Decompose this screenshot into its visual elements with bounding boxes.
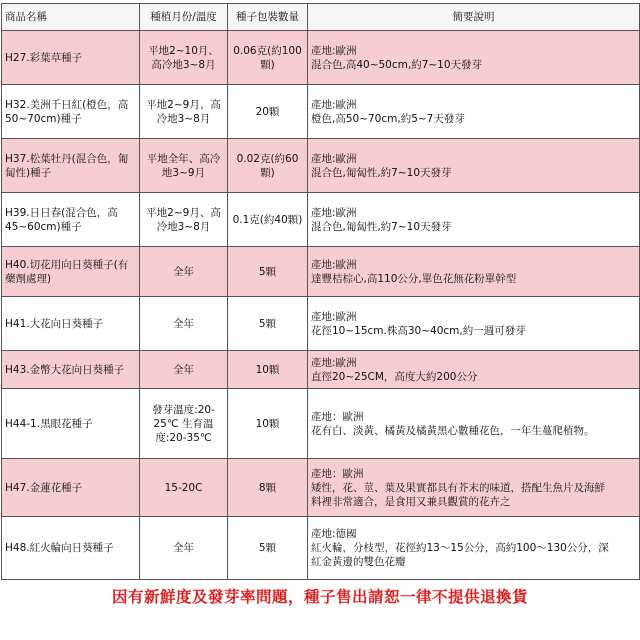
header-product-name: 商品名稱 <box>2 4 140 31</box>
description-line: 產地:歐洲 <box>311 98 357 111</box>
planting-month-cell: 發芽溫度:20-25℃ 生育溫度:20-35℃ <box>140 389 228 459</box>
description-line: 產地：歐洲 <box>311 410 364 423</box>
description-line: 達豐桔棕心,高110公分,單色花無花粉單幹型 <box>311 272 517 285</box>
table-row <box>2 193 640 247</box>
package-quantity-cell: 20顆 <box>228 85 308 139</box>
description-cell <box>308 31 640 85</box>
table-row <box>2 389 640 459</box>
description-line: 花有白、淡黃、橘黃及橘黃黑心數種花色，一年生蔓爬植物。 <box>311 424 595 437</box>
product-name-cell: H32.美洲千日紅(橙色，高50~70cm)種子 <box>2 85 140 139</box>
table-row <box>2 31 640 85</box>
product-name-cell: H48.紅火輪向日葵種子 <box>2 517 140 580</box>
description-cell <box>308 139 640 193</box>
table-header-row <box>2 4 640 31</box>
return-policy-notice: 因有新鮮度及發芽率問題，種子售出請恕一律不提供退換貨 <box>111 588 528 606</box>
product-name-cell: H40.切花用向日葵種子(有藥劑處理) <box>2 247 140 297</box>
planting-month-cell: 15-20C <box>140 459 228 517</box>
planting-month-cell: 平地2~10月、高冷地3~8月 <box>140 31 228 85</box>
description-line: 產地:德國 <box>311 528 357 540</box>
description-cell <box>308 85 640 139</box>
planting-month-cell: 全年 <box>140 351 228 389</box>
description-line: 產地:歐洲 <box>311 258 357 271</box>
table-row <box>2 139 640 193</box>
description-cell <box>308 389 640 459</box>
package-quantity-cell: 10顆 <box>228 389 308 459</box>
description-line: 產地:歐洲 <box>311 44 357 57</box>
description-line: 產地:歐洲 <box>311 356 357 369</box>
package-quantity-cell: 0.1克(約40顆) <box>228 193 308 247</box>
description-line: 紅金黃邊的雙色花瓣 <box>311 556 406 568</box>
description-line: 混合色,匍匐性,約7~10天發芽 <box>311 220 452 233</box>
description-line: 直徑20~25CM，高度大約200公分 <box>311 370 478 383</box>
description-line: 產地:歐洲 <box>311 310 357 323</box>
table-row <box>2 297 640 351</box>
package-quantity-cell: 5顆 <box>228 247 308 297</box>
description-cell <box>308 351 640 389</box>
product-name-cell: H47.金蓮花種子 <box>2 459 140 517</box>
header-planting-month: 種植月份/溫度 <box>140 4 228 31</box>
package-quantity-cell: 5顆 <box>228 297 308 351</box>
product-name-cell: H41.大花向日葵種子 <box>2 297 140 351</box>
package-quantity-cell: 10顆 <box>228 351 308 389</box>
planting-month-cell: 全年 <box>140 517 228 580</box>
package-quantity-cell: 0.02克(約60顆) <box>228 139 308 193</box>
table-row <box>2 351 640 389</box>
description-line: 花徑10~15cm.株高30~40cm,約一週可發芽 <box>311 324 526 337</box>
product-name-cell: H27.彩葉草種子 <box>2 31 140 85</box>
planting-month-cell: 平地2~9月、高冷地3~8月 <box>140 193 228 247</box>
description-cell <box>308 247 640 297</box>
table-row <box>2 85 640 139</box>
product-name-cell: H43.金幣大花向日葵種子 <box>2 351 140 389</box>
description-line: 紅火輪，分枝型，花徑約13～15公分，高約100～130公分，深 <box>311 542 609 554</box>
package-quantity-cell: 8顆 <box>228 459 308 517</box>
description-line: 橙色,高50~70cm,約5~7天發芽 <box>311 112 465 125</box>
description-cell <box>308 459 640 517</box>
description-line: 混合色,匍匐性,約7~10天發芽 <box>311 166 452 179</box>
package-quantity-cell: 0.06克(約100顆) <box>228 31 308 85</box>
description-line: 產地：歐洲 <box>311 467 364 480</box>
description-cell <box>308 193 640 247</box>
product-name-cell: H39.日日春(混合色，高45~60cm)種子 <box>2 193 140 247</box>
seed-table <box>1 3 640 580</box>
table-row <box>2 517 640 580</box>
planting-month-cell: 平地2~9月、高冷地3~8月 <box>140 85 228 139</box>
description-line: 混合色,高40~50cm,約7~10天發芽 <box>311 58 483 71</box>
product-name-cell: H37.松葉牡丹(混合色，匍匐性)種子 <box>2 139 140 193</box>
description-cell <box>308 517 640 580</box>
description-cell <box>308 297 640 351</box>
table-row <box>2 247 640 297</box>
header-description: 簡要說明 <box>308 4 640 31</box>
product-name-cell: H44-1.黑眼花種子 <box>2 389 140 459</box>
description-line: 產地:歐洲 <box>311 152 357 165</box>
header-package-quantity: 種子包裝數量 <box>228 4 308 31</box>
package-quantity-cell: 5顆 <box>228 517 308 580</box>
description-line: 矮性，花、莖、葉及果實都具有芥末的味道，搭配生魚片及海鮮 <box>311 481 605 494</box>
description-line: 產地:歐洲 <box>311 206 357 219</box>
planting-month-cell: 平地全年、高冷地3~9月 <box>140 139 228 193</box>
description-line: 料裡非常適合，是食用又兼具觀賞的花卉之 <box>311 495 511 508</box>
planting-month-cell: 全年 <box>140 247 228 297</box>
table-row <box>2 459 640 517</box>
table-body <box>2 31 640 580</box>
planting-month-cell: 全年 <box>140 297 228 351</box>
